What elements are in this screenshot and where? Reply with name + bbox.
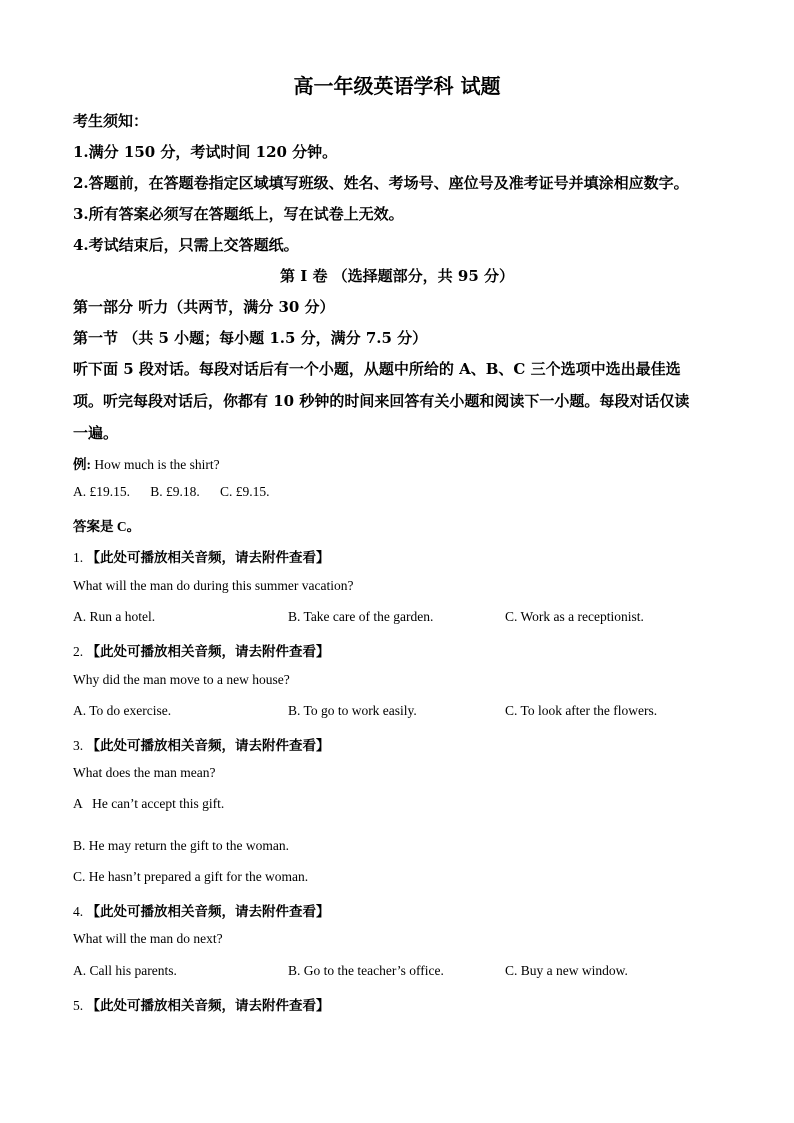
question-text: What will the man do during this summer vacation? xyxy=(73,578,354,593)
volume-heading: 第 I 卷 （选择题部分，共 95 分） xyxy=(279,267,514,285)
question-number-row xyxy=(73,900,330,920)
option-b: B. Take care of the garden. xyxy=(288,609,434,624)
option-b: B. He may return the gift to the woman. xyxy=(73,838,289,853)
option-c: C. Work as a receptionist. xyxy=(505,609,644,624)
question-text: What will the man do next? xyxy=(73,931,223,946)
option-b: B. Go to the teacher’s office. xyxy=(288,963,444,978)
question-number: 5. xyxy=(73,998,84,1013)
option-c: C. To look after the flowers. xyxy=(505,703,658,718)
part1-heading: 第一部分 听力（共两节，满分 30 分） xyxy=(73,298,335,316)
option-a: A. To do exercise. xyxy=(73,703,172,718)
page-title: 高一年级英语学科 试题 xyxy=(293,74,501,98)
question-number-row xyxy=(73,734,330,754)
audio-note[interactable]: 【此处可播放相关音频，请去附件查看】 xyxy=(86,738,330,753)
question-number: 1. xyxy=(73,550,84,565)
notice-item: 1.满分 150 分，考试时间 120 分钟。 xyxy=(73,143,338,161)
audio-note[interactable]: 【此处可播放相关音频，请去附件查看】 xyxy=(86,998,330,1013)
instruction-line: 听下面 5 段对话。每段对话后有一个小题，从题中所给的 A、B、C 三个选项中选出最佳选 xyxy=(73,360,681,378)
example-question-text: How much is the shirt? xyxy=(91,457,220,472)
notice-item: 2.答题前，在答题卷指定区域填写班级、姓名、考场号、座位号及准考证号并填涂相应数字。 xyxy=(73,174,689,192)
option-a: A. Run a hotel. xyxy=(73,609,156,624)
question-text: Why did the man move to a new house? xyxy=(73,672,290,687)
audio-note[interactable]: 【此处可播放相关音频，请去附件查看】 xyxy=(86,904,330,919)
question-number-row xyxy=(73,994,330,1014)
option-b: B. To go to work easily. xyxy=(288,703,417,718)
option-c: C. Buy a new window. xyxy=(505,963,628,978)
question-number-row xyxy=(73,546,330,566)
option-a: A He can’t accept this gift. xyxy=(73,796,225,811)
example-question xyxy=(73,453,220,473)
example-answer: 答案是 C。 xyxy=(73,519,141,534)
option-a: A. Call his parents. xyxy=(73,963,177,978)
question-text: What does the man mean? xyxy=(73,765,216,780)
example-options: A. £19.15. B. £9.18. C. £9.15. xyxy=(73,484,270,499)
audio-note[interactable]: 【此处可播放相关音频，请去附件查看】 xyxy=(86,644,330,659)
question-number-row xyxy=(73,640,330,660)
audio-note[interactable]: 【此处可播放相关音频，请去附件查看】 xyxy=(86,550,330,565)
question-number: 2. xyxy=(73,644,84,659)
instruction-line: 项。听完每段对话后，你都有 10 秒钟的时间来回答有关小题和阅读下一小题。每段对话仅读 xyxy=(73,392,690,410)
option-c: C. He hasn’t prepared a gift for the woman. xyxy=(73,869,309,884)
section1-heading: 第一节 （共 5 小题；每小题 1.5 分，满分 7.5 分） xyxy=(73,329,428,347)
question-number: 3. xyxy=(73,738,84,753)
notice-heading: 考生须知： xyxy=(73,112,149,130)
question-number: 4. xyxy=(73,904,84,919)
notice-item: 4.考试结束后，只需上交答题纸。 xyxy=(73,236,299,254)
example-label: 例: xyxy=(73,457,91,472)
notice-item: 3.所有答案必须写在答题纸上，写在试卷上无效。 xyxy=(73,205,404,223)
instruction-line: 一遍。 xyxy=(73,424,119,442)
